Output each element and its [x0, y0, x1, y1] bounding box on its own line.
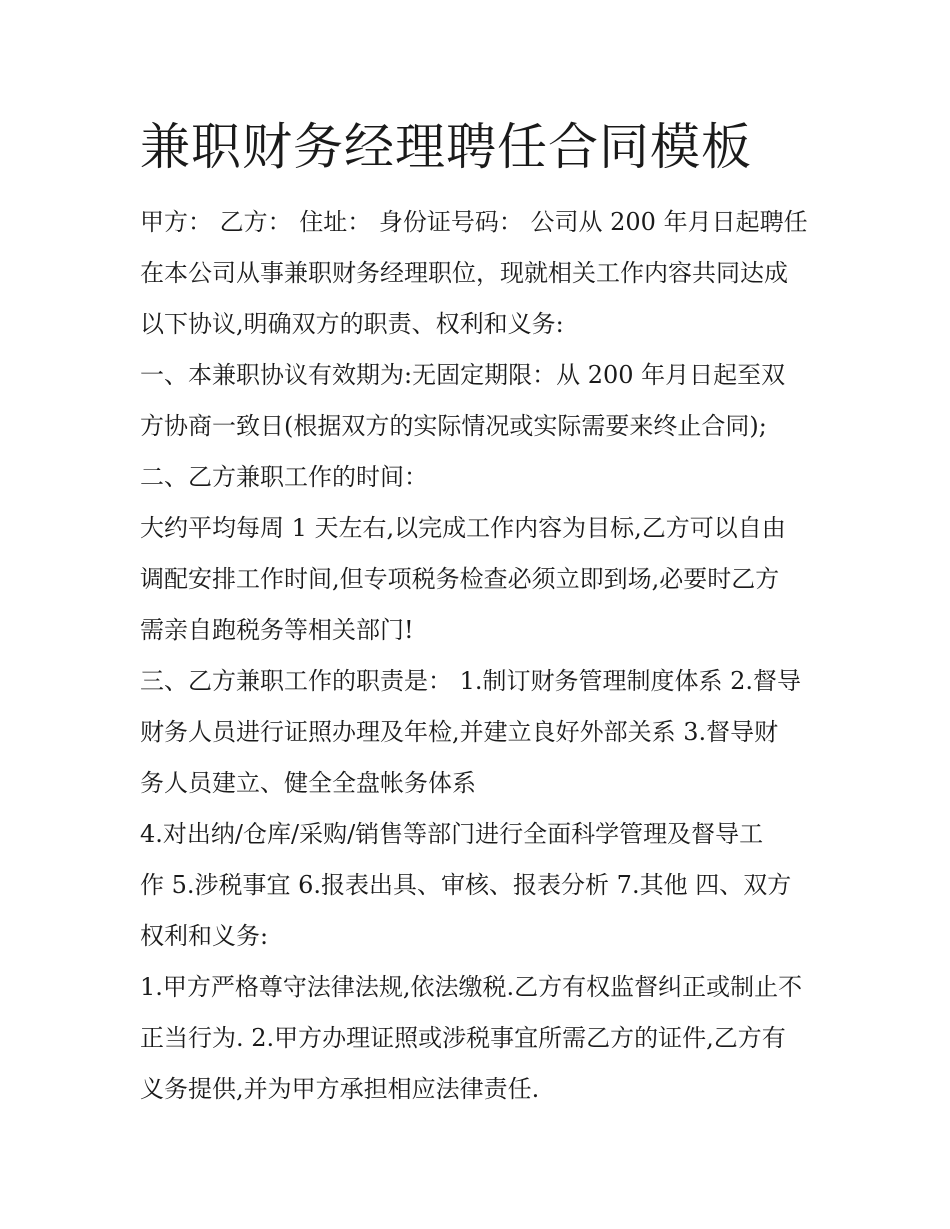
body-line: 在本公司从事兼职财务经理职位，现就相关工作内容共同达成 — [140, 259, 788, 287]
body-line: 调配安排工作时间,但专项税务检查必须立即到场,必要时乙方 — [140, 565, 780, 593]
body-line: 权利和义务: — [140, 922, 269, 950]
body-line: 务人员建立、健全全盘帐务体系 — [140, 769, 476, 797]
body-line: 三、乙方兼职工作的职责是： 1.制订财务管理制度体系 2.督导 — [140, 667, 802, 695]
body-line: 需亲自跑税务等相关部门! — [140, 616, 414, 644]
body-line: 财务人员进行证照办理及年检,并建立良好外部关系 3.督导财 — [140, 718, 779, 746]
body-line: 以下协议,明确双方的职责、权利和义务: — [140, 310, 564, 338]
document-title: 兼职财务经理聘任合同模板 — [140, 118, 752, 176]
body-line: 一、本兼职协议有效期为:无固定期限：从 200 年月日起至双 — [140, 361, 786, 389]
document-body — [140, 197, 820, 1115]
body-line: 4.对出纳/仓库/采购/销售等部门进行全面科学管理及督导工 — [140, 820, 764, 848]
body-line: 大约平均每周 1 天左右,以完成工作内容为目标,乙方可以自由 — [140, 514, 786, 542]
body-line: 正当行为. 2.甲方办理证照或涉税事宜所需乙方的证件,乙方有 — [140, 1024, 786, 1052]
body-line: 1.甲方严格尊守法律法规,依法缴税.乙方有权监督纠正或制止不 — [140, 973, 803, 1001]
body-line: 二、乙方兼职工作的时间： — [140, 463, 428, 491]
body-line: 方协商一致日(根据双方的实际情况或实际需要来终止合同); — [140, 412, 767, 440]
body-line: 甲方： 乙方： 住址： 身份证号码： 公司从 200 年月日起聘任 — [140, 208, 808, 236]
body-line: 义务提供,并为甲方承担相应法律责任. — [140, 1075, 540, 1103]
body-line: 作 5.涉税事宜 6.报表出具、审核、报表分析 7.其他 四、双方 — [140, 871, 792, 899]
document-content — [140, 112, 820, 1115]
